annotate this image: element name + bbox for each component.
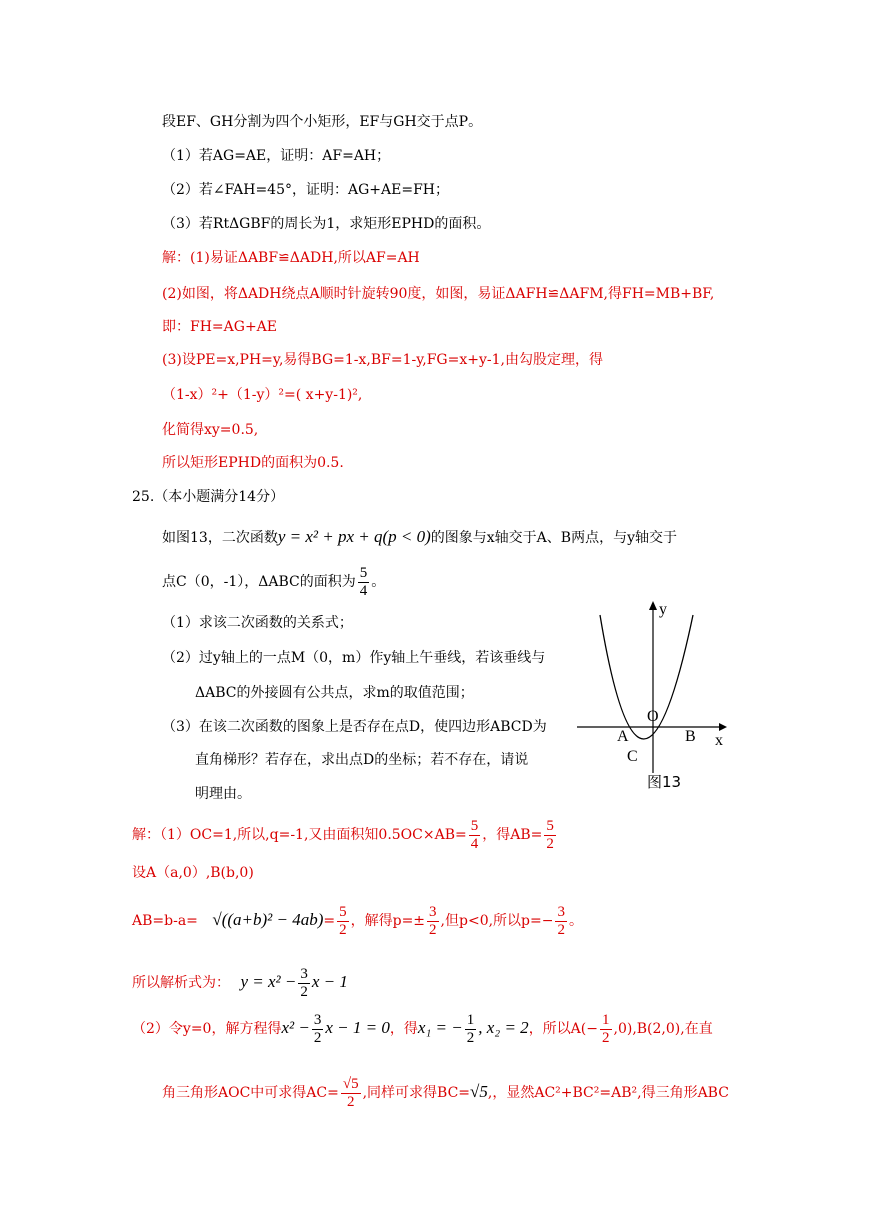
frac-den: 2 xyxy=(339,921,347,938)
solution25-ab-length xyxy=(132,898,583,943)
ac-text: 角三角形AOC中可求得AC= xyxy=(162,1085,339,1101)
bc-text: ,同样可求得BC= xyxy=(362,1085,471,1101)
frac-num: 1 xyxy=(602,1011,610,1028)
point-a-text: ，所以A(− xyxy=(528,1021,598,1037)
frac-den: 2 xyxy=(466,1029,475,1046)
eq-part2: x − 1 = 0 xyxy=(325,1018,390,1037)
solution25-set-points: 设A（a,0）,B(b,0) xyxy=(132,865,254,881)
frac-den: 2 xyxy=(546,835,554,852)
point-c-label: C xyxy=(627,748,638,765)
frac-num: 5 xyxy=(546,817,554,834)
figure-caption: 图13 xyxy=(647,773,682,791)
expression-label: 所以解析式为： xyxy=(132,975,230,991)
figure-13 xyxy=(575,593,735,803)
ab-text: AB=b-a= xyxy=(132,913,198,929)
fraction-one-half xyxy=(465,1012,477,1047)
y-axis-arrow xyxy=(649,601,657,610)
fraction-three-halves xyxy=(427,904,439,939)
fraction-root5-over-2 xyxy=(341,1076,361,1111)
frac-num: √5 xyxy=(342,1075,359,1092)
solution24-part2: (2)如图，将ΔADH绕点A顺时针旋转90度，如图，易证ΔAFH≌ΔAFM,得FH=MB+BF, xyxy=(162,286,715,302)
problem24-tail: 段EF、GH分割为四个小矩形，EF与GH交于点P。 xyxy=(162,114,483,130)
expr-part2: x − 1 xyxy=(311,972,348,991)
point-b-label: B xyxy=(685,728,696,745)
frac-den: 2 xyxy=(557,921,565,938)
sol-text-cont: ，得AB= xyxy=(482,827,543,843)
get-text: ，得 xyxy=(389,1021,418,1037)
problem25-area xyxy=(162,562,385,602)
frac-num: 1 xyxy=(466,1011,475,1028)
problem25-q2-cont: ΔABC的外接圆有公共点，求m的取值范围； xyxy=(195,685,474,701)
fraction-five-quarters-2 xyxy=(469,818,481,853)
area-end: 。 xyxy=(371,574,386,590)
solution24-conclusion: 所以矩形EPHD的面积为0.5. xyxy=(162,455,344,471)
root1: x₁ = − xyxy=(417,1018,463,1037)
part2-text: （2）令y=0，解方程得 xyxy=(132,1021,282,1037)
frac-num: 5 xyxy=(470,817,479,834)
frac-num: 5 xyxy=(339,903,347,920)
problem25-statement xyxy=(162,527,677,548)
problem24-part1: （1）若AG=AE，证明：AF=AH； xyxy=(162,148,391,164)
solution24-equation: （1-x）²+（1-y）²=( x+y-1)², xyxy=(162,387,363,403)
frac-num: 3 xyxy=(300,965,308,982)
solution24-part3: (3)设PE=x,PH=y,易得BG=1-x,BF=1-y,FG=x+y-1,由勾股定理，得 xyxy=(162,352,603,368)
conclusion-text: ,，显然AC²+BC²=AB²,得三角形ABC xyxy=(487,1085,729,1101)
sqrt-expression: √((a+b)² − 4ab) xyxy=(212,910,324,929)
solution24-simplify: 化简得xy=0.5, xyxy=(162,422,259,438)
solve-text: ，解得p=± xyxy=(350,913,426,929)
problem25-q3-end: 明理由。 xyxy=(195,786,251,802)
problem24-part3: （3）若RtΔGBF的周长为1，求矩形EPHD的面积。 xyxy=(162,216,491,232)
y-axis-label: y xyxy=(659,601,667,618)
problem25-q2: （2）过y轴上的一点M（0，m）作y轴上午垂线，若该垂线与 xyxy=(162,650,546,666)
frac-num: 3 xyxy=(313,1011,322,1028)
area-text: 点C（0，-1），ΔABC的面积为 xyxy=(162,574,356,590)
fraction-three-halves-2 xyxy=(555,904,567,939)
solution25-expression xyxy=(132,962,348,1003)
fraction-five-halves-2 xyxy=(337,904,349,939)
fraction-three-halves-3 xyxy=(298,966,310,1001)
x-axis-label: x xyxy=(715,732,723,749)
frac-den: 2 xyxy=(602,1029,610,1046)
fraction-five-quarters xyxy=(358,565,370,600)
frac-num: 3 xyxy=(429,903,437,920)
problem25-q1: （1）求该二次函数的关系式； xyxy=(162,615,353,631)
frac-den: 4 xyxy=(470,835,479,852)
but-text: ,但p<0,所以p=− xyxy=(440,913,554,929)
frac-den: 2 xyxy=(429,921,437,938)
solution25-part2 xyxy=(132,1008,713,1049)
equals-sign: = xyxy=(323,913,336,929)
frac-den: 2 xyxy=(313,1029,322,1046)
quadratic-formula: y = x² + px + q(p < 0) xyxy=(277,527,431,546)
frac-num: 3 xyxy=(557,903,565,920)
problem25-q3: （3）在该二次函数的图象上是否存在点D，使四边形ABCD为 xyxy=(162,719,547,735)
problem24-part2: （2）若∠FAH=45°，证明：AG+AE=FH； xyxy=(162,182,450,198)
frac-num: 5 xyxy=(359,564,368,581)
frac-den: 2 xyxy=(341,1093,361,1111)
eq-part1: x² − xyxy=(281,1018,310,1037)
problem25-q3-cont: 直角梯形？若存在，求出点D的坐标；若不存在，请说 xyxy=(195,752,529,768)
root2: , x₂ = 2 xyxy=(478,1018,529,1037)
expr-part1: y = x² − xyxy=(240,972,297,991)
solution25-right-triangle xyxy=(162,1070,729,1115)
frac-den: 2 xyxy=(300,983,308,1000)
sol-text: 解：（1）OC=1,所以,q=-1,又由面积知0.5OC×AB= xyxy=(132,827,467,843)
statement-text-cont: 的图象与x轴交于A、B两点，与y轴交于 xyxy=(430,530,677,546)
solution24-part2-cont: 即：FH=AG+AE xyxy=(162,319,278,335)
fraction-three-halves-4 xyxy=(312,1012,324,1047)
solution25-part1 xyxy=(132,815,558,855)
point-b-text: ,0),B(2,0),在直 xyxy=(613,1021,713,1037)
fraction-one-half-2 xyxy=(600,1012,612,1047)
problem25-header: 25.（本小题满分14分） xyxy=(132,489,285,505)
fraction-five-halves xyxy=(544,818,556,853)
sqrt5: √5 xyxy=(470,1082,488,1101)
x-axis-arrow xyxy=(719,723,727,731)
frac-den: 4 xyxy=(359,582,368,599)
solution24-part1: 解：(1)易证ΔABF≌ΔADH,所以AF=AH xyxy=(162,250,420,266)
period: 。 xyxy=(568,913,583,929)
point-a-label: A xyxy=(617,728,629,745)
origin-label: O xyxy=(647,708,659,725)
statement-text: 如图13，二次函数 xyxy=(162,530,278,546)
